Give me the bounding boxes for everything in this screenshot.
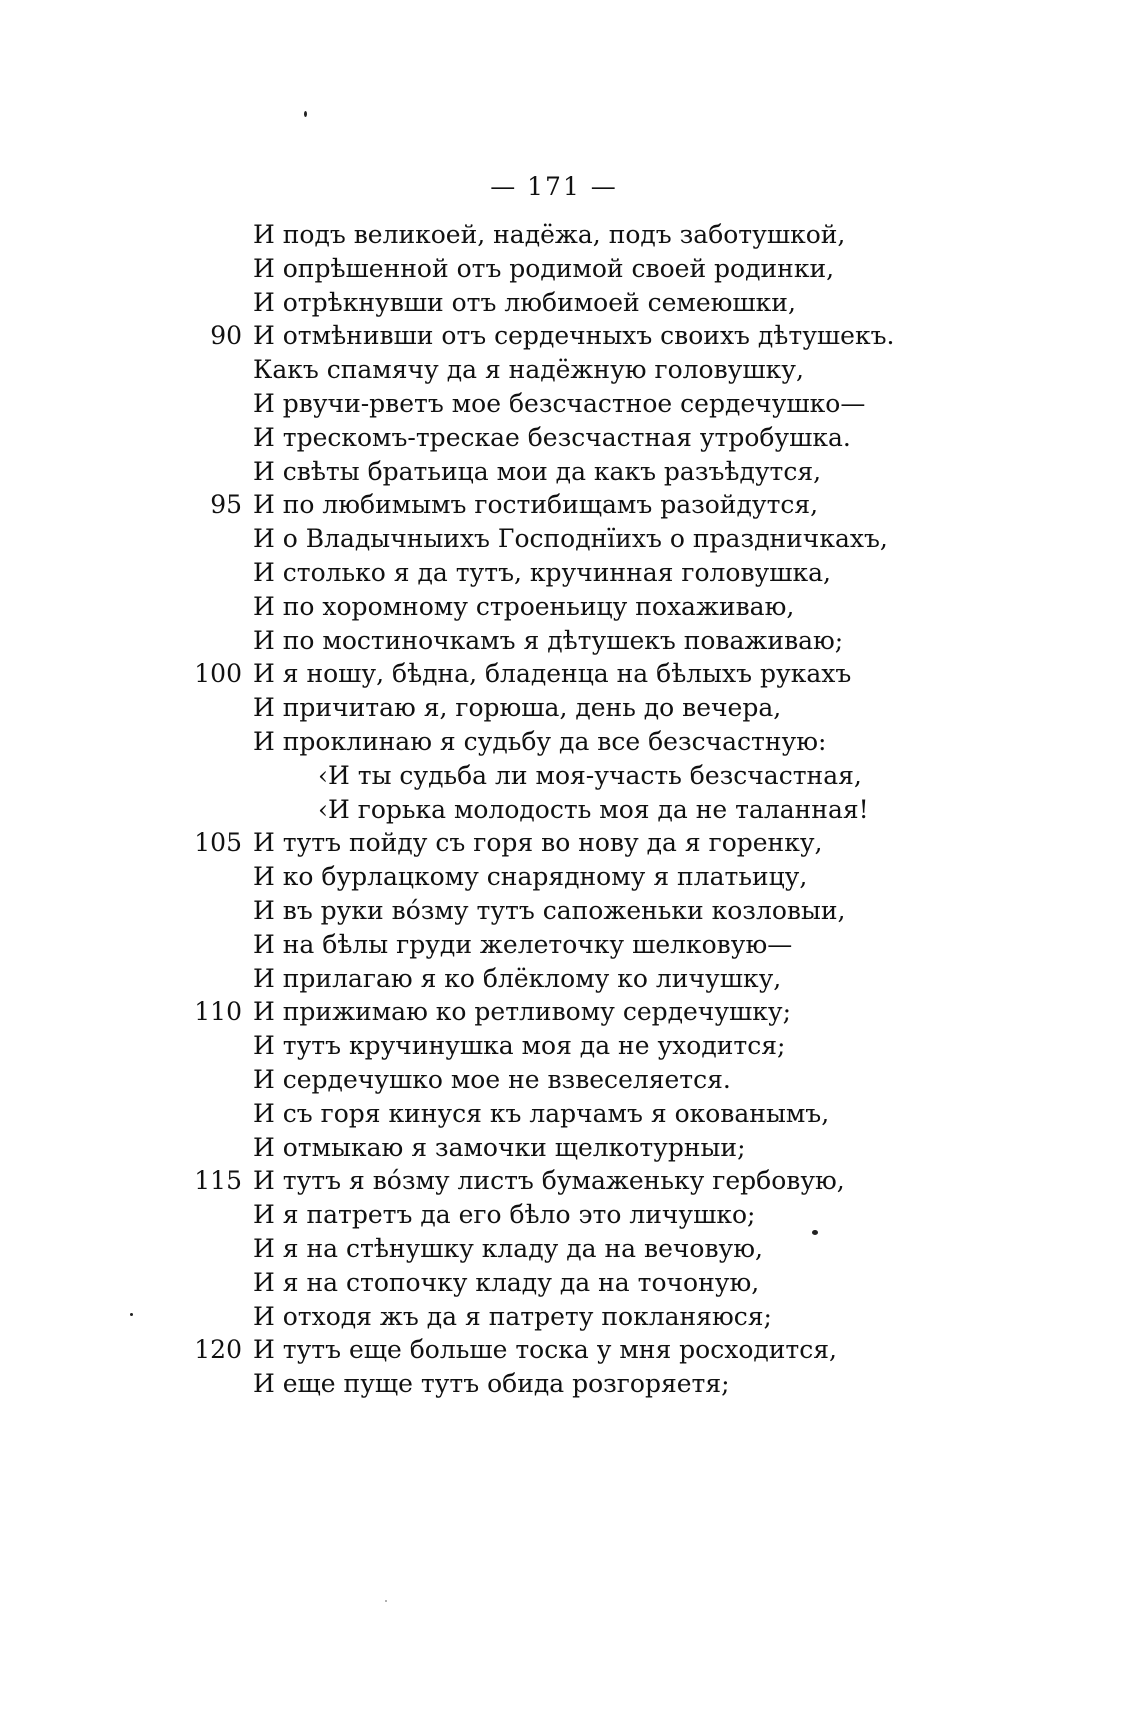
line-text: И отходя жъ да я патрету покланяюся;: [253, 1301, 772, 1331]
line-text: И я на стопочку кладу да на точоную,: [253, 1267, 760, 1297]
line-text: И еще пуще тутъ обида розгоряетя;: [253, 1369, 730, 1399]
poem-line: [0, 1266, 1140, 1300]
line-text: И ко бурлацкому снарядному я платьицу,: [253, 862, 808, 892]
poem-line: [0, 1232, 1140, 1266]
line-text: Какъ спамячу да я надёжную головушку,: [253, 355, 804, 385]
line-text: И трескомъ-трескае безсчастная утробушка.: [253, 422, 851, 452]
line-text: И въ руки во́зму тутъ сапоженьки козловыи,: [253, 895, 846, 925]
line-text: И сердечушко мое не взвеселяется.: [253, 1064, 731, 1094]
ink-speck: [304, 111, 307, 117]
poem-line: [0, 1198, 1140, 1232]
line-text: И отмыкаю я замочки щелкотурныи;: [253, 1132, 746, 1162]
line-text: И причитаю я, горюша, день до вечера,: [253, 693, 782, 723]
poem-line: [0, 793, 1140, 827]
line-text: И на бѣлы груди желеточку шелковую—: [253, 929, 793, 959]
poem-line: [0, 759, 1140, 793]
line-text: И съ горя кинуся къ ларчамъ я окованымъ,: [253, 1098, 830, 1128]
line-text: И я ношу, бѣдна, бладенца на бѣлыхъ рукахъ: [253, 659, 852, 689]
poem-line: [0, 928, 1140, 962]
line-text: И рвучи-рветъ мое безсчастное сердечушко—: [253, 388, 866, 418]
line-text: ‹И ты судьба ли моя-участь безсчастная,: [318, 760, 862, 790]
line-number: 100: [194, 659, 242, 689]
poem-line: [0, 590, 1140, 624]
poem-line: [0, 252, 1140, 286]
line-text: И тутъ еще больше тоска у мня росходится,: [253, 1335, 837, 1365]
poem-line: [0, 319, 1140, 353]
ink-speck: [385, 1600, 387, 1602]
line-text: И о Владычныихъ Господнїихъ о праздничкахъ,: [253, 524, 888, 554]
line-text: И отрѣкнувши отъ любимоей семеюшки,: [253, 287, 796, 317]
line-text: И по любимымъ гостибищамъ разойдутся,: [253, 490, 819, 520]
poem-line: [0, 624, 1140, 658]
poem-line: [0, 725, 1140, 759]
poem-line: [0, 1367, 1140, 1401]
line-number: 115: [194, 1166, 242, 1196]
line-text: И прижимаю ко ретливому сердечушку;: [253, 997, 792, 1027]
line-number: 105: [194, 828, 242, 858]
page-number: — 171 —: [490, 172, 618, 201]
line-text: И тутъ пойду съ горя во нову да я горенку,: [253, 828, 823, 858]
poem-line: [0, 488, 1140, 522]
poem-line: [0, 556, 1140, 590]
line-text: И тутъ кручинушка моя да не уходится;: [253, 1031, 786, 1061]
poem-line: [0, 1097, 1140, 1131]
line-text: И прилагаю я ко блёклому ко личушку,: [253, 963, 782, 993]
line-number: 120: [194, 1335, 242, 1365]
line-number: 95: [210, 490, 242, 520]
poem-line: [0, 657, 1140, 691]
line-text: И столько я да тутъ, кручинная головушка,: [253, 557, 831, 587]
poem-line: [0, 1063, 1140, 1097]
line-number: 110: [194, 997, 242, 1027]
poem-line: [0, 286, 1140, 320]
line-text: И проклинаю я судьбу да все безсчастную:: [253, 726, 827, 756]
poem-line: [0, 1029, 1140, 1063]
poem-line: [0, 962, 1140, 996]
poem-line: [0, 455, 1140, 489]
line-text: И отмѣнивши отъ сердечныхъ своихъ дѣтушекъ.: [253, 321, 895, 351]
poem-line: [0, 860, 1140, 894]
poem-line: [0, 421, 1140, 455]
poem-line: [0, 1131, 1140, 1165]
line-number: 90: [210, 321, 242, 351]
line-text: И я патретъ да его бѣло это личушко;: [253, 1200, 756, 1230]
line-text: ‹И горька молодость моя да не таланная!: [318, 794, 869, 824]
poem-line: [0, 218, 1140, 252]
poem-line: [0, 353, 1140, 387]
poem-line: [0, 387, 1140, 421]
poem-line: [0, 995, 1140, 1029]
line-text: И свѣты братьица мои да какъ разъѣдутся,: [253, 456, 822, 486]
line-text: И опрѣшенной отъ родимой своей родинки,: [253, 253, 835, 283]
poem-line: [0, 826, 1140, 860]
line-text: И по хоромному строеньицу похаживаю,: [253, 591, 795, 621]
line-text: И я на стѣнушку кладу да на вечовую,: [253, 1233, 763, 1263]
poem-line: [0, 1300, 1140, 1334]
line-text: И подъ великоей, надёжа, подъ заботушкой,: [253, 220, 846, 249]
line-text: И тутъ я во́зму листъ бумаженьку гербовую,: [253, 1166, 845, 1196]
poem-text: [0, 218, 1140, 1401]
line-text: И по мостиночкамъ я дѣтушекъ поваживаю;: [253, 625, 844, 655]
poem-line: [0, 522, 1140, 556]
poem-line: [0, 1333, 1140, 1367]
poem-line: [0, 1164, 1140, 1198]
poem-line: [0, 691, 1140, 725]
poem-line: [0, 894, 1140, 928]
